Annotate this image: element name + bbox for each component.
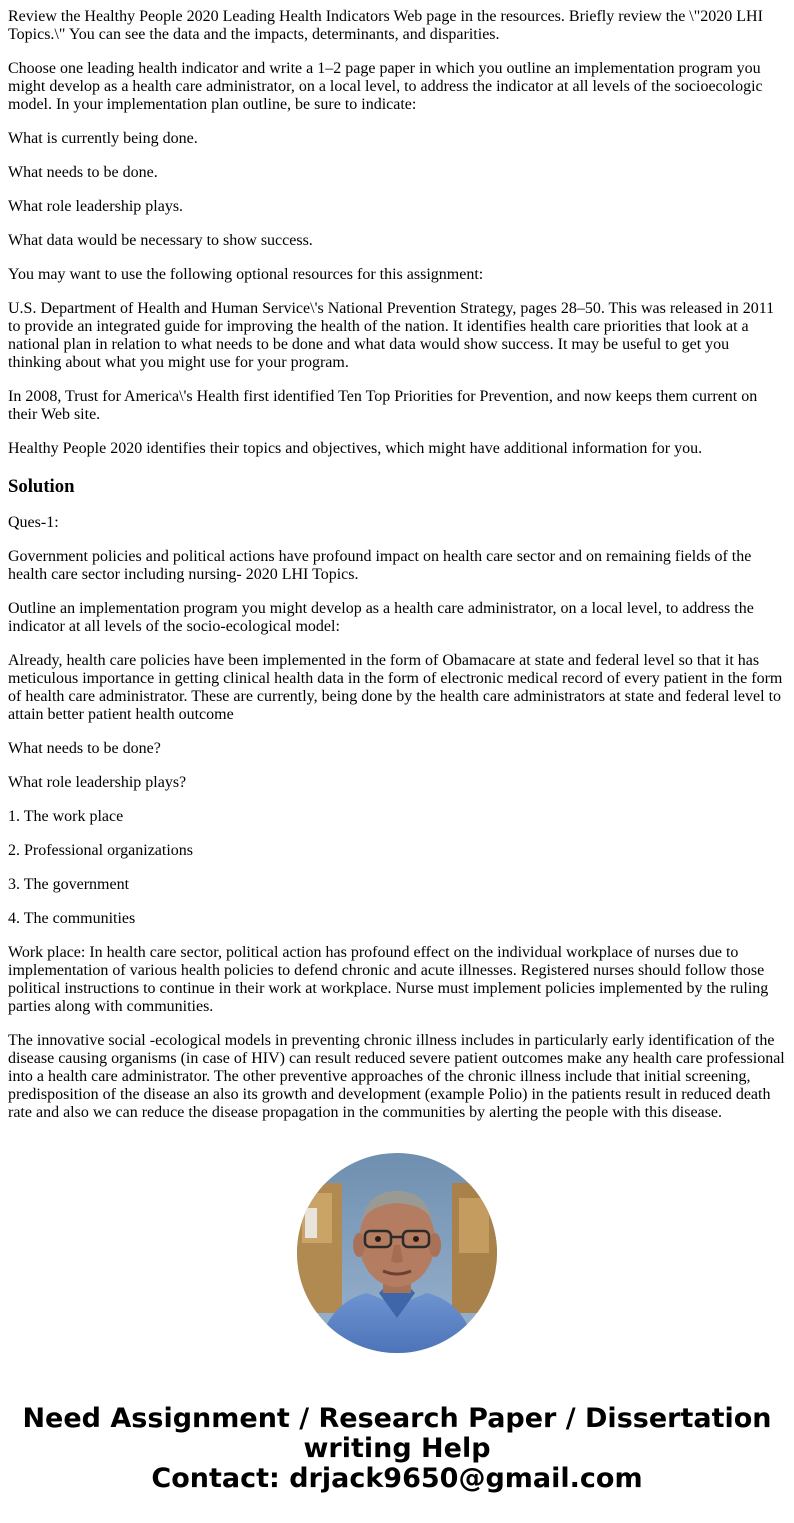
solution-paragraph: Outline an implementation program you might develop as a health care administrator, on a local level, to address the indicator at all levels of the socio-ecological model: xyxy=(8,600,754,635)
question-paragraph: Choose one leading health indicator and write a 1–2 page paper in which you outline an implementation program you might develop as a health care administrator, on a local level, to address the indicator at all levels of the socioecologic model. In your implementation plan outline, be sure to indicate: xyxy=(8,60,763,113)
document-content xyxy=(8,8,786,1122)
question-paragraph: You may want to use the following optional resources for this assignment: xyxy=(8,266,484,283)
question-paragraph: U.S. Department of Health and Human Service\'s National Prevention Strategy, pages 28–50. This was released in 2011 to provide an integrated guide for improving the health of the nation. It identifies health care priorities that look at a national plan in relation to what needs to be done and what data would show success. It may be useful to get you thinking about what you might use for your program. xyxy=(8,300,775,371)
solution-paragraph: Ques-1: xyxy=(8,514,59,531)
question-paragraph: What needs to be done. xyxy=(8,164,158,181)
solution-paragraph: What needs to be done? xyxy=(8,740,161,757)
solution-paragraph: What role leadership plays? xyxy=(8,774,187,791)
tutor-avatar-photo xyxy=(297,1153,497,1353)
solution-list-item: 1. The work place xyxy=(8,808,124,825)
solution-paragraph: Already, health care policies have been implemented in the form of Obamacare at state and federal level so that it has meticulous importance in getting clinical health data in the form of electronic medical record of every patient in the form of health care administrator. These are currently, being done by the health care administrators at state and federal level to attain better patient health outcome xyxy=(8,652,783,723)
question-paragraph: Healthy People 2020 identifies their topics and objectives, which might have additional information for you. xyxy=(8,440,703,457)
solution-section xyxy=(8,476,786,1122)
question-section xyxy=(8,8,786,458)
promo-contact: Contact: drjack9650@gmail.com xyxy=(151,1463,643,1494)
question-paragraph: Review the Healthy People 2020 Leading Health Indicators Web page in the resources. Briefly review the \"2020 LHI Topics.\" You can see the data and the impacts, determinants, and disparities. xyxy=(8,8,763,43)
question-paragraph: What role leadership plays. xyxy=(8,198,184,215)
question-paragraph: What data would be necessary to show success. xyxy=(8,232,313,249)
question-paragraph: In 2008, Trust for America\'s Health first identified Ten Top Priorities for Prevention, and now keeps them current on their Web site. xyxy=(8,388,758,423)
solution-heading: Solution xyxy=(8,476,75,497)
solution-paragraph: Government policies and political actions have profound impact on health care sector and on remaining fields of the health care sector including nursing- 2020 LHI Topics. xyxy=(8,548,752,583)
solution-list-item: 4. The communities xyxy=(8,910,136,927)
solution-list-item: 3. The government xyxy=(8,876,130,893)
solution-list-item: 2. Professional organizations xyxy=(8,842,194,859)
question-paragraph: What is currently being done. xyxy=(8,130,198,147)
solution-paragraph: The innovative social -ecological models in preventing chronic illness includes in particularly early identification of the disease causing organisms (in case of HIV) can result reduced severe patient outcomes make any health care professional into a health care administrator. The other preventive approaches of the chronic illness include that initial screening, predisposition of the disease an also its growth and development (example Polio) in the patients result in reduced death rate and also we can reduce the disease propagation in the communities by alerting the people with this disease. xyxy=(8,1032,785,1121)
solution-paragraph: Work place: In health care sector, political action has profound effect on the individual workplace of nurses due to implementation of various health policies to defend chronic and acute illnesses. Registered nurses should follow those political instructions to continue in their work at workplace. Nurse must implement policies implemented by the ruling parties along with communities. xyxy=(8,944,769,1015)
promo-headline: Need Assignment / Research Paper / Dissertation writing Help xyxy=(22,1403,772,1464)
promo-banner xyxy=(0,1404,794,1494)
